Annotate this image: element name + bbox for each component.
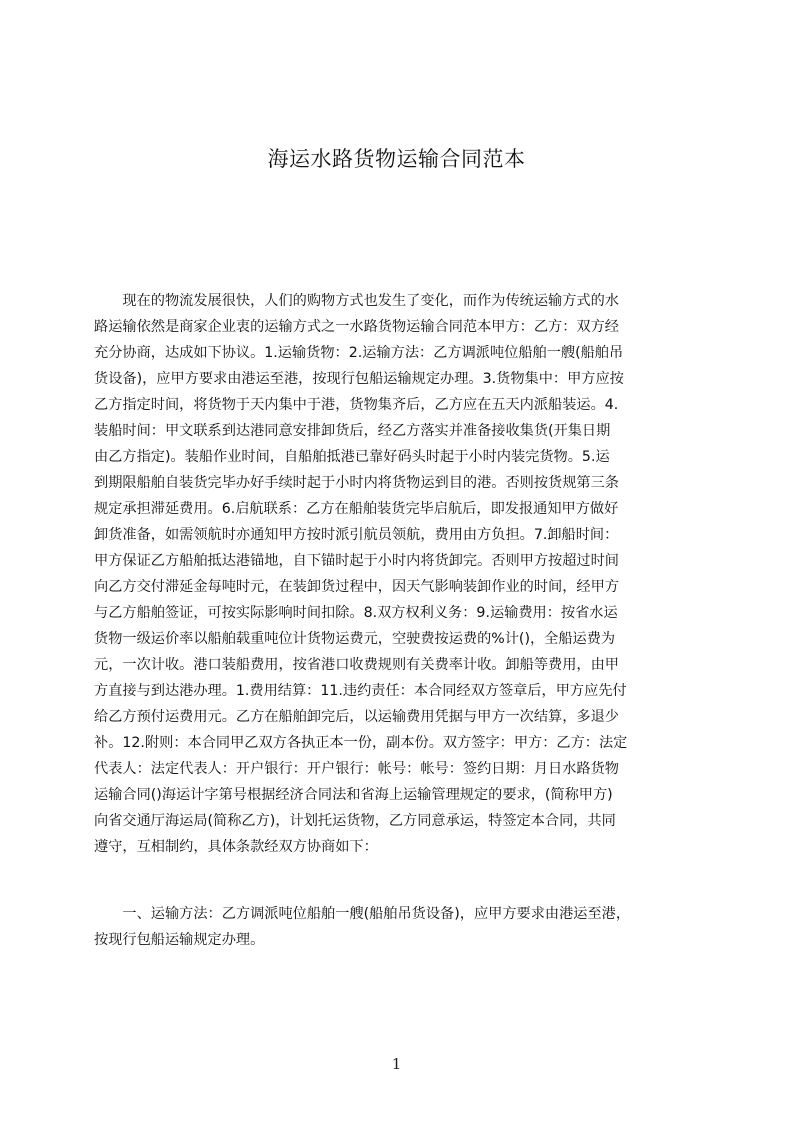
text-line: 甲方保证乙方船舶抵达港锚地，自下锚时起于小时内将货卸完。否则甲方按超过时间 xyxy=(94,553,619,569)
text-line: 充分协商，达成如下协议。1.运输货物：2.运输方法：乙方调派吨位船舶一艘(船舶吊 xyxy=(94,345,624,361)
text-line: 到期限船舶自装货完毕办好手续时起于小时内将货物运到目的港。否则按货规第三条 xyxy=(94,475,619,491)
text-line: 规定承担滞延费用。6.启航联系：乙方在船舶装货完毕启航后，即发报通知甲方做好 xyxy=(94,501,619,517)
text-line: 按现行包船运输规定办理。 xyxy=(94,932,265,948)
text-line: 运输合同()海运计字第号根据经济合同法和省海上运输管理规定的要求，(简称甲方) xyxy=(94,787,613,803)
text-line: 代表人：法定代表人：开户银行：开户银行：帐号：帐号：签约日期：月日水路货物 xyxy=(94,761,619,777)
text-line: 向省交通厅海运局(简称乙方)，计划托运货物，乙方同意承运，特签定本合同，共同 xyxy=(94,813,616,829)
text-line: 与乙方船舶签证，可按实际影响时间扣除。8.双方权利义务：9.运输费用：按省水运 xyxy=(94,605,618,621)
text-line: 货设备)，应甲方要求由港运至港，按现行包船运输规定办理。3.货物集中：甲方应按 xyxy=(94,371,624,387)
text-line: 一、运输方法：乙方调派吨位船舶一艘(船舶吊货设备)，应甲方要求由港运至港， xyxy=(94,906,631,922)
text-line: 由乙方指定)。装船作业时间，自船舶抵港已靠好码头时起于小时内装完货物。5.运 xyxy=(94,449,610,465)
text-line: 乙方指定时间，将货物于天内集中于港，货物集齐后，乙方应在五天内派船装运。4. xyxy=(94,397,619,413)
contract-body-paragraph xyxy=(94,288,698,860)
text-line: 向乙方交付滞延金每吨时元，在装卸货过程中，因天气影响装卸作业的时间，经甲方 xyxy=(94,579,619,595)
text-line: 补。12.附则：本合同甲乙双方各执正本一份，副本份。双方签字：甲方：乙方：法定 xyxy=(94,735,628,751)
text-line: 遵守，互相制约，具体条款经双方协商如下： xyxy=(94,839,378,855)
transport-method-paragraph xyxy=(94,901,698,953)
text-line: 现在的物流发展很快，人们的购物方式也发生了变化，而作为传统运输方式的水 xyxy=(94,293,619,309)
text-line: 给乙方预付运费用元。乙方在船舶卸完后，以运输费用凭据与甲方一次结算，多退少 xyxy=(94,709,619,725)
page-number: 1 xyxy=(391,1055,402,1073)
document-title: 海运水路货物运输合同范本 xyxy=(267,147,526,171)
text-line: 路运输依然是商家企业衷的运输方式之一水路货物运输合同范本甲方：乙方：双方经 xyxy=(94,319,619,335)
text-line: 卸货准备，如需领航时亦通知甲方按时派引航员领航，费用由方负担。7.卸船时间： xyxy=(94,527,619,543)
text-line: 货物一级运价率以船舶载重吨位计货物运费元，空驶费按运费的%计()，全船运费为 xyxy=(94,631,616,647)
text-line: 方直接与到达港办理。1.费用结算：11.违约责任：本合同经双方签章后，甲方应先付 xyxy=(94,683,627,699)
text-line: 元，一次计收。港口装船费用，按省港口收费规则有关费率计收。卸船等费用，由甲 xyxy=(94,657,619,673)
text-line: 装船时间：甲文联系到达港同意安排卸货后，经乙方落实并准备接收集货(开集日期 xyxy=(94,423,611,439)
